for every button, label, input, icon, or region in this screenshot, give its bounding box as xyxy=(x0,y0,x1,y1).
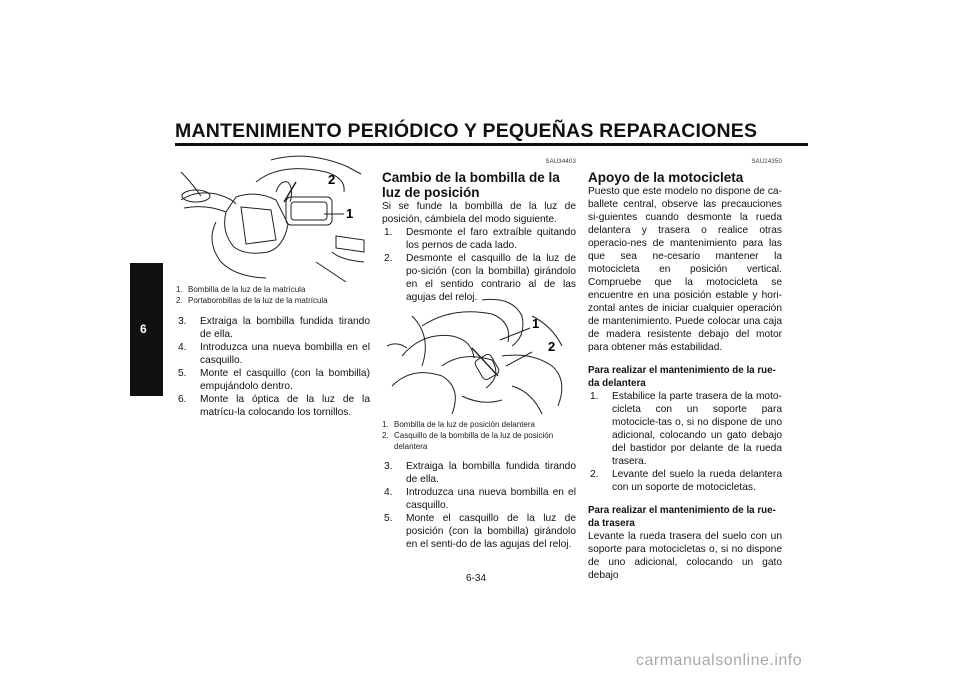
section-intro: Si se funde la bombilla de la luz de posición, cámbiela del modo siguiente. xyxy=(382,201,576,225)
section-code: SAU24350 xyxy=(751,159,782,165)
step-number: 4. xyxy=(384,487,393,498)
caption-row xyxy=(176,284,366,295)
middle-steps-b xyxy=(382,460,576,551)
callout-2: 2 xyxy=(548,339,556,354)
page-number: 6-34 xyxy=(466,573,487,584)
step-text: Extraiga la bombilla fundida tirando de ella. xyxy=(406,461,576,485)
position-light-figure xyxy=(382,296,576,416)
step-item xyxy=(588,390,782,468)
title-rule xyxy=(175,143,808,146)
position-light-illustration xyxy=(382,296,576,416)
step-item xyxy=(176,315,370,341)
step-text: Levante del suelo la rueda delantera con un soporte de motocicletas. xyxy=(612,469,782,493)
license-plate-bulb-illustration xyxy=(176,152,366,282)
step-item xyxy=(382,226,576,252)
caption-text: Bombilla de la luz de la matrícula xyxy=(188,285,306,294)
step-item xyxy=(382,460,576,486)
step-number: 6. xyxy=(178,394,187,405)
step-text: Monte el casquillo de la luz de posición (con la bombilla) girándolo en el senti-do de las agujas del reloj. xyxy=(406,513,576,550)
left-figure-captions xyxy=(176,284,366,306)
step-text: Extraiga la bombilla fundida tirando de ella. xyxy=(200,316,370,340)
step-text: Estabilice la parte trasera de la moto-cicleta con un soporte para motocicle-tas o, si no dispone de uno adicional, colocando un gato debajo del bastidor por delante de la rueda trasera. xyxy=(612,391,782,467)
right-column xyxy=(588,156,782,582)
front-wheel-subtitle: Para realizar el mantenimiento de la rue-da delantera xyxy=(588,365,776,389)
section-code: SAU34403 xyxy=(545,159,576,165)
section-title: Cambio de la bombilla de la luz de posición xyxy=(382,170,560,200)
step-item xyxy=(382,512,576,551)
left-steps xyxy=(176,315,370,419)
step-text: Introduzca una nueva bombilla en el casquillo. xyxy=(200,342,370,366)
step-number: 5. xyxy=(384,513,393,524)
step-text: Desmonte el faro extraíble quitando los pernos de cada lado. xyxy=(406,227,576,251)
step-text: Introduzca una nueva bombilla en el casquillo. xyxy=(406,487,576,511)
caption-row xyxy=(382,430,576,452)
step-number: 2. xyxy=(590,469,599,480)
middle-column xyxy=(382,156,576,304)
callout-1: 1 xyxy=(532,316,540,331)
step-item xyxy=(176,341,370,367)
step-item xyxy=(176,367,370,393)
step-text: Monte el casquillo (con la bombilla) empujándolo dentro. xyxy=(200,368,370,392)
caption-text: Portabombillas de la luz de la matrícula xyxy=(188,296,328,305)
step-number: 3. xyxy=(178,316,187,327)
caption-number: 2. xyxy=(382,431,389,440)
step-number: 5. xyxy=(178,368,187,379)
callout-2: 2 xyxy=(328,172,336,187)
license-plate-bulb-figure xyxy=(176,152,366,282)
caption-number: 1. xyxy=(382,420,389,429)
section-intro: Puesto que este modelo no dispone de ca-ballete central, observe las precauciones si-guientes cuando desmonte la rueda delantera y trasera o realice otras operacio-nes de mantenimiento para las que sea ne-cesario mantener la motocicleta en posición vertical. Compruebe que la motocicleta se encuentre en una posición estable y hori-zontal antes de iniciar cualquier operación de mantenimiento. Puede colocar una caja de madera resistente debajo del motor para obtener más estabilidad. xyxy=(588,186,782,353)
caption-text: Bombilla de la luz de posición delantera xyxy=(394,420,535,429)
caption-number: 1. xyxy=(176,285,183,294)
section-title: Apoyo de la motocicleta xyxy=(588,170,744,185)
caption-number: 2. xyxy=(176,296,183,305)
step-number: 4. xyxy=(178,342,187,353)
step-item xyxy=(382,486,576,512)
step-number: 1. xyxy=(590,391,599,402)
watermark[interactable]: carmanualsonline.info xyxy=(636,652,803,669)
caption-text: Casquillo de la bombilla de la luz de posición delantera xyxy=(394,431,554,451)
step-text: Monte la óptica de la luz de la matrícu-la colocando los tornillos. xyxy=(200,394,370,418)
step-number: 3. xyxy=(384,461,393,472)
chapter-number: 6 xyxy=(140,322,147,336)
middle-figure-captions xyxy=(382,419,576,452)
step-item xyxy=(588,468,782,494)
caption-row xyxy=(176,295,366,306)
page-title: MANTENIMIENTO PERIÓDICO Y PEQUEÑAS REPARACIONES xyxy=(175,120,758,142)
rear-wheel-text: Levante la rueda trasera del suelo con un soporte para motocicletas o, si no dispone de uno adicional, colocando un gato debajo xyxy=(588,531,782,581)
step-item xyxy=(176,393,370,419)
step-number: 1. xyxy=(384,227,393,238)
step-number: 2. xyxy=(384,253,393,264)
callout-1: 1 xyxy=(346,206,354,221)
rear-wheel-subtitle: Para realizar el mantenimiento de la rue-da trasera xyxy=(588,505,776,529)
step-text: Desmonte el casquillo de la luz de po-sición (con la bombilla) girándolo en el sentido contrario al de las agujas del reloj. xyxy=(406,253,576,303)
caption-row xyxy=(382,419,576,430)
